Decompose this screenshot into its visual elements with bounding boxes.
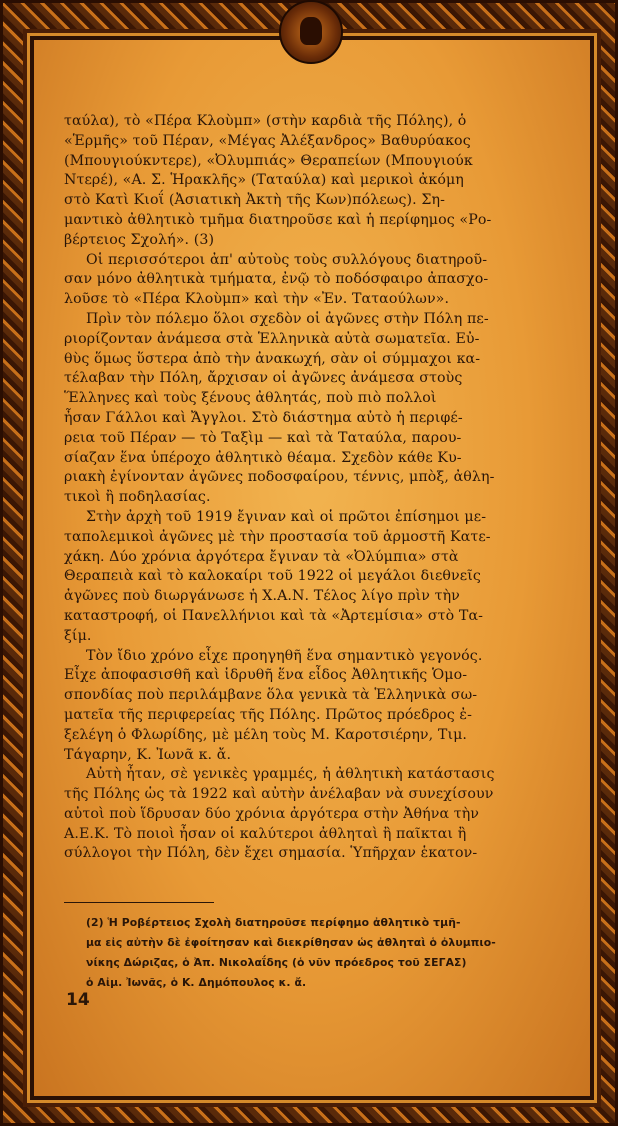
page-number: 14 — [66, 990, 90, 1010]
text-line: ξίμ. — [64, 627, 92, 644]
footnote-line: ὁ Αἰμ. Ἰωνᾶς, ὁ Κ. Δημόπουλος κ. ἄ. — [86, 976, 307, 990]
text-line: Αὐτὴ ἦταν, σὲ γενικὲς γραμμές, ἡ ἀθλητικὴ κατάστασις — [86, 766, 495, 783]
text-line: Α.Ε.Κ. Τὸ ποιοὶ ἦσαν οἱ καλύτεροι ἀθληταὶ ἢ παῖκται ἢ — [64, 825, 467, 842]
text-line: Ἕλληνες καὶ τοὺς ξένους ἀθλητάς, ποὺ πιὸ πολλοὶ — [64, 390, 437, 407]
text-line: Οἱ περισσότεροι ἀπ' αὐτοὺς τοὺς συλλόγους διατηροῦ- — [86, 251, 488, 268]
text-line: ματεῖα τῆς περιφερείας τῆς Πόλης. Πρῶτος πρόεδρος ἐ- — [64, 706, 472, 723]
text-line: αὐτοὶ ποὺ ἵδρυσαν δύο χρόνια ἀργότερα στὴν Ἀθήνα τὴν — [64, 805, 480, 822]
text-line: ταύλα), τὸ «Πέρα Κλοὺμπ» (στὴν καρδιὰ τῆς Πόλης), ὁ — [64, 113, 467, 129]
text-line: Στὴν ἀρχὴ τοῦ 1919 ἔγιναν καὶ οἱ πρῶτοι ἐπίσημοι με- — [86, 508, 487, 525]
text-line: στὸ Κατὶ Κιοΐ (Ἀσιατικὴ Ἀκτὴ τῆς Κων)πόλεως). Ση- — [64, 192, 445, 209]
text-line: Ντερέ), «Α. Σ. Ἡρακλῆς» (Ταταύλα) καὶ μερικοὶ ἀκόμη — [64, 172, 464, 189]
text-line: ταπολεμικοὶ ἀγῶνες μὲ τὴν προστασία τοῦ ἁρμοστῆ Κατε- — [64, 528, 491, 545]
text-line: Εἶχε ἀποφασισθῆ καὶ ἱδρυθῆ ἕνα εἶδος Ἀθλητικῆς Ὁμο- — [64, 667, 468, 684]
footnote-line: νίκης Δώριζας, ὁ Ἀπ. Νικολαΐδης (ὁ νῦν πρόεδρος τοῦ ΣΕΓΑΣ) — [86, 956, 467, 970]
text-line: ριορίζονταν ἀνάμεσα στὰ Ἑλληνικὰ αὐτὰ σωματεῖα. Εὐ- — [64, 330, 480, 347]
footnote-divider — [64, 902, 214, 903]
text-line: σπονδίας ποὺ περιλάμβανε ὅλα γενικὰ τὰ Ἑλληνικὰ σω- — [64, 687, 478, 704]
text-line: Πρὶν τὸν πόλεμο ὅλοι σχεδὸν οἱ ἀγῶνες στὴν Πόλη πε- — [86, 310, 489, 327]
text-line: σύλλογοι τὴν Πόλη, δὲν ἔχει σημασία. Ὑπῆρχαν ἑκατον- — [64, 845, 478, 862]
footnote-line: μα εἰς αὐτὴν δὲ ἐφοίτησαν καὶ διεκρίθησαν ὡς ἀθληταὶ ὁ ὀλυμπιο- — [86, 936, 496, 950]
text-line: «Ἑρμῆς» τοῦ Πέραν, «Μέγας Ἀλέξανδρος» Βαθυρύακος — [64, 132, 471, 149]
footnote-line: (2) Ἡ Ροβέρτειος Σχολὴ διατηροῦσε περίφημο ἀθλητικὸ τμῆ- — [86, 916, 461, 930]
text-line: Τὸν ἴδιο χρόνο εἶχε προηγηθῆ ἕνα σημαντικὸ γεγονός. — [86, 647, 483, 664]
footnote — [64, 913, 550, 993]
text-line: λοῦσε τὸ «Πέρα Κλοὺμπ» καὶ τὴν «Ἐν. Ταταούλων». — [64, 291, 450, 308]
text-line: ἀγῶνες ποὺ διωργάνωσε ἡ Χ.Α.Ν. Τέλος λίγο πρὶν τὴν — [64, 588, 460, 605]
text-line: καταστροφή, οἱ Πανελλήνιοι καὶ τὰ «Ἀρτεμίσια» στὸ Τα- — [64, 607, 484, 624]
text-line: θὺς ὅμως ὕστερα ἀπὸ τὴν ἀνακωχή, σὰν οἱ σύμμαχοι κα- — [64, 350, 481, 367]
text-line: τικοὶ ἢ ποδηλασίας. — [64, 489, 211, 506]
text-line: χάκη. Δύο χρόνια ἀργότερα ἔγιναν τὰ «Ὀλύμπια» στὰ — [64, 548, 459, 565]
text-line: Τάγαρην, Κ. Ἰωνᾶ κ. ἄ. — [64, 746, 232, 763]
body-text — [64, 112, 550, 864]
text-line: (Μπουγιούκντερε), «Ὀλυμπιάς» Θεραπείων (Μπουγιούκ — [64, 152, 473, 169]
text-line: σαν μόνο ἀθλητικὰ τμήματα, ἐνῷ τὸ ποδόσφαιρο ἀπασχο- — [64, 271, 489, 288]
text-line: τέλαβαν τὴν Πόλη, ἄρχισαν οἱ ἀγῶνες ἀνάμεσα στοὺς — [64, 370, 463, 387]
eagle-emblem-icon — [279, 0, 343, 64]
text-line: σίαζαν ἕνα ὑπέροχο ἀθλητικὸ θέαμα. Σχεδὸν κάθε Κυ- — [64, 449, 462, 466]
text-line: βέρτειος Σχολή». (3) — [64, 231, 215, 248]
text-line: τῆς Πόλης ὡς τὰ 1922 καὶ αὐτὴν ἀνέλαβαν νὰ συνεχίσουν — [64, 786, 494, 803]
text-line: ἦσαν Γάλλοι καὶ Ἄγγλοι. Στὸ διάστημα αὐτὸ ἡ περιφέ- — [64, 409, 463, 426]
text-line: ξελέγη ὁ Φλωρίδης, μὲ μέλη τοὺς Μ. Καροτσιέρην, Τιμ. — [64, 726, 468, 743]
text-line: Θεραπειὰ καὶ τὸ καλοκαίρι τοῦ 1922 οἱ μεγάλοι διεθνεῖς — [64, 568, 481, 585]
text-line: ριακὴ ἐγίνονταν ἀγῶνες ποδοσφαίρου, τέννις, μπὸξ, ἀθλη- — [64, 469, 495, 486]
text-line: μαντικὸ ἀθλητικὸ τμῆμα διατηροῦσε καὶ ἡ περίφημος «Ρο- — [64, 211, 492, 228]
page-text — [64, 112, 550, 993]
text-line: ρεια τοῦ Πέραν — τὸ Ταξὶμ — καὶ τὰ Ταταύλα, παρου- — [64, 429, 462, 446]
